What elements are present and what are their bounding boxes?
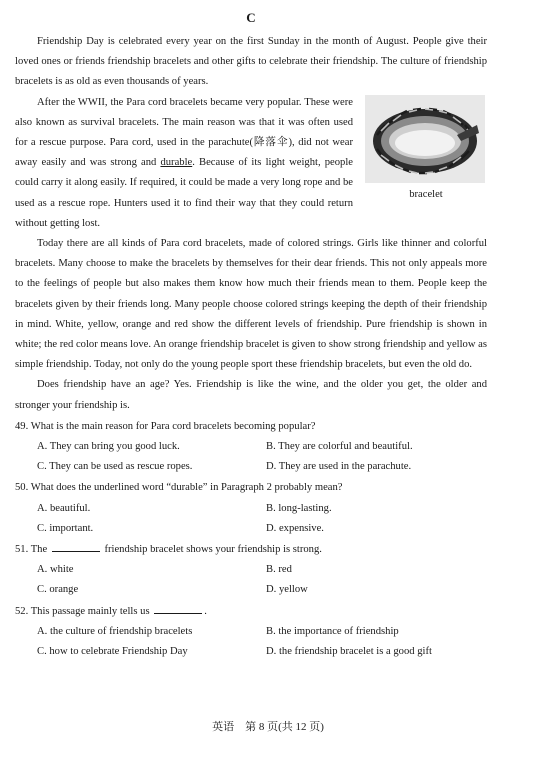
- paragraph-3: Today there are all kinds of Para cord bracelets, made of colored strings. Girls like thinner and colorful bracelets. Many choose to make the bracelets by themselves for their dear friends. This not only appeals more to the feelings of people but also makes them know how much their friends mean to them. People keep the bracelets given by their friends long. Many people choose colored strings keeping the depth of their friendship in mind. White, yellow, orange and red show the different levels of friendship. Pure friendship is shown in white; the red color means love. An orange friendship bracelet is given to show strong friendship and yellow as simple friendship. Today, not only do the young people sport these friendship bracelets, but even the old do.: [15, 238, 487, 371]
- bracelet-image: [365, 95, 485, 183]
- option-d[interactable]: D. They are used in the parachute.: [266, 461, 412, 473]
- question-stem: 49. What is the main reason for Para cord bracelets becoming popular?: [15, 420, 316, 432]
- option-c[interactable]: C. orange: [37, 584, 79, 596]
- option-c[interactable]: C. They can be used as rescue ropes.: [37, 461, 193, 473]
- question-51: [15, 540, 487, 601]
- paragraph-2-text-b: . Because of its light weight, people could carry it along easily. If required, it could be made a very long rope and be used as a rescue rope. Hunters used it to find their way that they could return without getting lost.: [15, 157, 353, 229]
- stem-text-a: 52. This passage mainly tells us: [15, 605, 150, 617]
- options-grid: [37, 499, 487, 539]
- option-a[interactable]: A. the culture of friendship bracelets: [37, 625, 193, 637]
- option-a[interactable]: A. beautiful.: [37, 502, 91, 514]
- options-grid: [37, 622, 487, 662]
- stem-text-b: .: [204, 605, 207, 617]
- paragraph-1: Friendship Day is celebrated every year on the first Sunday in the month of August. People give their loved ones or friends friendship bracelets and other gifts to celebrate their friendship. The culture of friendship bracelets is as old as even thousands of years.: [15, 36, 487, 88]
- option-b[interactable]: B. long-lasting.: [266, 502, 332, 514]
- paragraph-2-text-a: After the WWII, the Para cord bracelets became very popular. These were also known as survival bracelets. The main reason was that it was often used for a rescue purpose. Para cord, used in the parachute(降落伞), did not wear away easily and was strong and: [15, 96, 353, 169]
- page-footer: 英语 第 8 页(共 12 页): [212, 721, 324, 733]
- options-grid: [37, 560, 487, 600]
- question-stem: [15, 540, 487, 560]
- option-d[interactable]: D. the friendship bracelet is a good gift: [266, 646, 432, 658]
- underlined-word-durable: durable: [160, 157, 193, 169]
- option-b[interactable]: B. They are colorful and beautiful.: [266, 441, 413, 453]
- option-a[interactable]: A. white: [37, 564, 74, 576]
- option-a[interactable]: A. They can bring you good luck.: [37, 441, 180, 453]
- options-grid: [37, 437, 487, 477]
- option-b[interactable]: B. the importance of friendship: [266, 625, 399, 637]
- question-50: [15, 478, 487, 539]
- stem-text-a: 51. The: [15, 544, 48, 556]
- section-title: C: [246, 10, 256, 25]
- question-49: [15, 417, 487, 478]
- question-stem: [15, 602, 487, 622]
- question-stem: 50. What does the underlined word “durable” in Paragraph 2 probably mean?: [15, 482, 343, 494]
- figure-caption: bracelet: [409, 188, 443, 200]
- paragraph-4: Does friendship have an age? Yes. Friendship is like the wine, and the older you get, the older and stronger your friendship is.: [15, 379, 487, 411]
- bracelet-figure: [365, 95, 487, 203]
- stem-text-b: friendship bracelet shows your friendship is strong.: [104, 544, 322, 556]
- answer-blank: [154, 603, 202, 614]
- option-d[interactable]: D. expensive.: [266, 522, 324, 534]
- option-b[interactable]: B. red: [266, 564, 292, 576]
- option-c[interactable]: C. important.: [37, 522, 94, 534]
- option-d[interactable]: D. yellow: [266, 584, 308, 596]
- answer-blank: [52, 541, 100, 552]
- question-52: [15, 602, 487, 663]
- option-c[interactable]: C. how to celebrate Friendship Day: [37, 646, 188, 658]
- exam-page: [15, 10, 487, 662]
